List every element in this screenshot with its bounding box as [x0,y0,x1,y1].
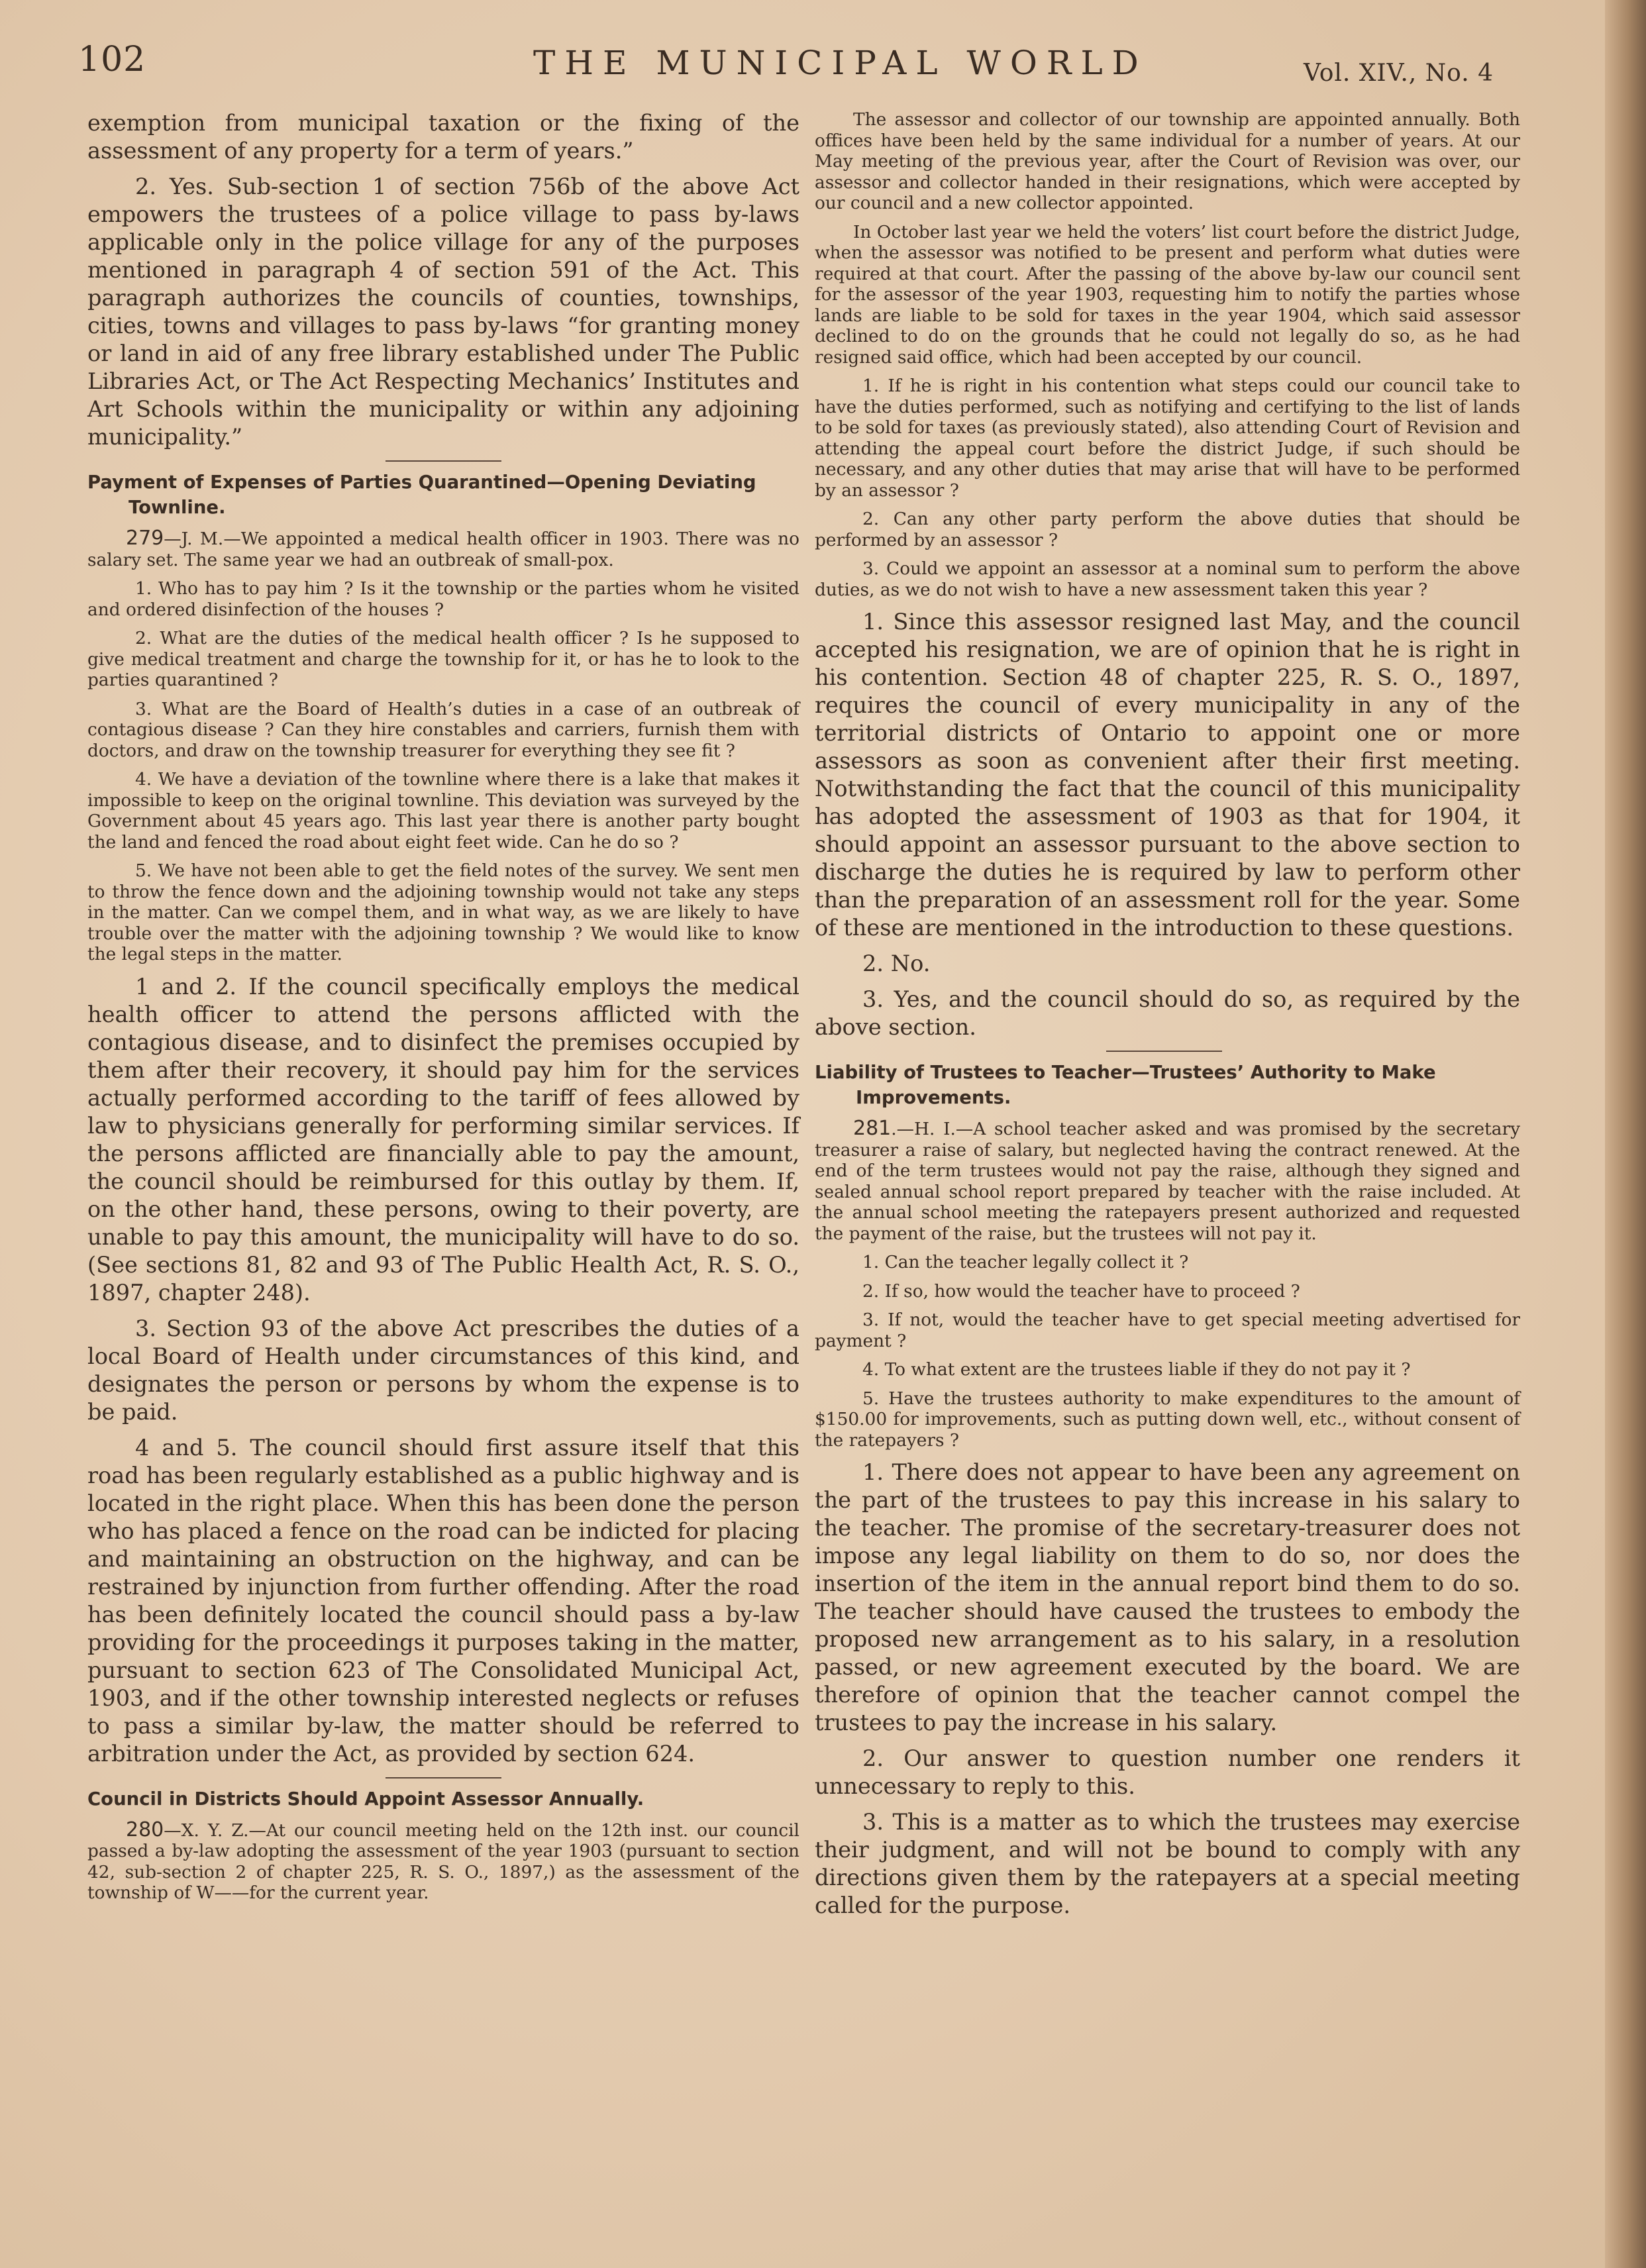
question-item: 1. Who has to pay him ? Is it the township or the parties whom he visited and ordered disinfection of the houses ? [87,578,799,620]
question-item: 2. What are the duties of the medical health officer ? Is he supposed to give medical treatment and charge the township for it, or has he to look to the parties quarantined ? [87,628,799,690]
question-number: 281 [853,1117,892,1140]
section-divider [386,1777,501,1778]
question-intro [87,528,799,570]
page-header [0,40,1590,99]
answer-paragraph: 3. This is a matter as to which the trustees may exercise their judgment, and will not be bound to comply with any directions given them by the ratepayers at a special meeting called for the purpose. [815,1809,1520,1918]
question-item: 4. We have a deviation of the townline where there is a lake that makes it impossible to keep on the original townline. This deviation was surveyed by the Government about 45 years ago. This last year there is another party bought the land and fenced the road about eight feet wide. Can he do so ? [87,769,799,852]
answer-paragraph: 2. No. [862,951,931,976]
answer-paragraph: 3. Yes, and the council should do so, as required by the above section. [815,986,1520,1040]
question-intro-text: —X. Y. Z.—At our council meeting held on the 12th inst. our council passed a by-law adopting the assessment of the year 1903 (pursuant to section 42, sub-section 2 of chapter 225, R. S. O., 1897,) as the assessment of the township of W——for the current year. [87,1820,799,1903]
question-continued: In October last year we held the voters’ list court before the district Judge, when the assessor was notified to be present and perform what duties were required at that court. After the passing of the above by-law our council sent for the assessor of the year 1903, requesting him to notify the parties whose lands are liable to be sold for taxes in the year 1904, which said assessor declined to do on the grounds that he could not legally do so, as he had resigned said office, which had been accepted by our council. [815,221,1520,368]
section-divider [386,460,501,462]
issue-label: Vol. XIV., No. 4 [1304,60,1494,87]
page-number: 102 [78,40,146,79]
question-number: 280 [126,1818,164,1841]
section-heading: Council in Districts Should Appoint Assessor Annually. [87,1788,644,1810]
question-continued: The assessor and collector of our township are appointed annually. Both offices have been held by the same individual for a number of years. At our May meeting of the previous year, after the Court of Revision was over, our assessor and collector handed in their resignations, which were accepted by our council and a new collector appointed. [815,109,1520,213]
question-item: 5. Have the trustees authority to make expenditures to the amount of $150.00 for improvements, such as putting down well, etc., without consent of the ratepayers ? [815,1388,1520,1451]
question-item: 1. Can the teacher legally collect it ? [862,1252,1189,1272]
answer-paragraph: 3. Section 93 of the above Act prescribes the duties of a local Board of Health under circumstances of this kind, and designates the person or persons by whom the expense is to be paid. [87,1315,799,1425]
paragraph: exemption from municipal taxation or the fixing of the assessment of any property for a term of years.” [87,110,799,164]
question-item: 4. To what extent are the trustees liable if they do not pay it ? [862,1359,1411,1380]
binding-edge [1605,0,1646,2268]
section-heading: Liability of Trustees to Teacher—Trustees’ Authority to Make Improvements. [815,1062,1436,1108]
right-column [815,109,1520,1928]
answer-paragraph: 2. Our answer to question number one renders it unnecessary to reply to this. [815,1745,1520,1799]
question-item: 5. We have not been able to get the field notes of the survey. We sent men to throw the fence down and the adjoining township would not take any steps in the matter. Can we compel them, and in what way, as we are likely to have trouble over the matter with the adjoining township ? We would like to know the legal steps in the matter. [87,860,799,964]
question-item: 3. What are the Board of Health’s duties in a case of an outbreak of contagious disease ? Can they hire constables and carriers, furnish them with doctors, and draw on the township treasurer for everything they see fit ? [87,698,799,761]
question-item: 2. Can any other party perform the above duties that should be performed by an assessor ? [815,509,1520,550]
question-intro [815,1118,1520,1244]
question-item: 3. If not, would the teacher have to get special meeting advertised for payment ? [815,1310,1520,1351]
question-intro [87,1820,799,1904]
question-item: 1. If he is right in his contention what steps could our council take to have the duties performed, such as notifying and certifying to the list of lands to be sold for taxes (as previously stated), also attending Court of Revision and attending the appeal court before the district Judge, if such should be necessary, and any other duties that may arise that will have to be performed by an assessor ? [815,376,1520,501]
answer-paragraph: 1. There does not appear to have been any agreement on the part of the trustees to pay this increase in his salary to the teacher. The promise of the secretary-treasurer does not impose any legal liability on them to do so, nor does the insertion of the item in the annual report bind them to do so. The teacher should have caused the trustees to embody the proposed new arrangement as to his salary, in a resolution passed, or new agreement executed by the board. We are therefore of opinion that the teacher cannot compel the trustees to pay the increase in his salary. [815,1459,1520,1735]
section-divider [1106,1051,1222,1052]
journal-title: THE MUNICIPAL WORLD [533,44,1148,82]
answer-paragraph: 1. Since this assessor resigned last May, and the council accepted his resignation, we are of opinion that he is right in his contention. Section 48 of chapter 225, R. S. O., 1897, requires the council of every municipality in any of the territorial districts of Ontario to appoint one or more assessors as soon as convenient after their first meeting. Notwithstanding the fact that the council of this municipality has adopted the assessment of 1903 as that for 1904, it should appoint an assessor pursuant to the above section to discharge the duties he is required by law to perform other than the preparation of an assessment roll for the year. Some of these are mentioned in the introduction to these questions. [815,609,1520,941]
question-intro-text: .—H. I.—A school teacher asked and was promised by the secretary treasurer a raise of salary, but neglected having the contract renewed. At the end of the term trustees would not pay the raise, although they signed and sealed annual school report prepared by teacher with the raise included. At the annual school meeting the ratepayers present authorized and requested the payment of the raise, but the trustees will not pay it. [815,1119,1520,1244]
question-item: 3. Could we appoint an assessor at a nominal sum to perform the above duties, as we do not wish to have a new assessment taken this year ? [815,558,1520,600]
answer-paragraph: 4 and 5. The council should first assure itself that this road has been regularly established as a public highway and is located in the right place. When this has been done the person who has placed a fence on the road can be indicted for placing and maintaining an obstruction on the highway, and can be restrained by injunction from further offending. After the road has been definitely located the council should pass a by-law providing for the proceedings it purposes taking in the matter, pursuant to section 623 of The Consolidated Municipal Act, 1903, and if the other township interested neglects or refuses to pass a similar by-law, the matter should be referred to arbitration under the Act, as provided by section 624. [87,1434,799,1767]
paragraph: 2. Yes. Sub-section 1 of section 756b of the above Act empowers the trustees of a police village to pass by-laws applicable only in the police village for any of the purposes mentioned in paragraph 4 of section 591 of the Act. This paragraph authorizes the councils of counties, townships, cities, towns and villages to pass by-laws “for granting money or land in aid of any free library established under The Public Libraries Act, or The Act Respecting Mechanics’ Institutes and Art Schools within the municipality or within any adjoining municipality.” [87,174,799,450]
question-number: 279 [126,527,164,550]
question-item: 2. If so, how would the teacher have to proceed ? [862,1280,1300,1302]
section-heading: Payment of Expenses of Parties Quarantined—Opening Deviating Townline. [87,472,756,518]
answer-paragraph: 1 and 2. If the council specifically employs the medical health officer to attend the persons afflicted with the contagious disease, and to disinfect the premises occupied by them after their recovery, it should pay him for the services actually performed according to the tariff of fees allowed by law to physicians generally for performing similar services. If the persons afflicted are financially able to pay the amount, the council should be reimbursed for this outlay by them. If, on the other hand, these persons, owing to their poverty, are unable to pay this amount, the municipality will have to do so. (See sections 81, 82 and 93 of The Public Health Act, R. S. O., 1897, chapter 248). [87,973,799,1306]
question-intro-text: —J. M.—We appointed a medical health officer in 1903. There was no salary set. The same year we had an outbreak of small-pox. [87,529,799,570]
left-column [87,109,799,1912]
